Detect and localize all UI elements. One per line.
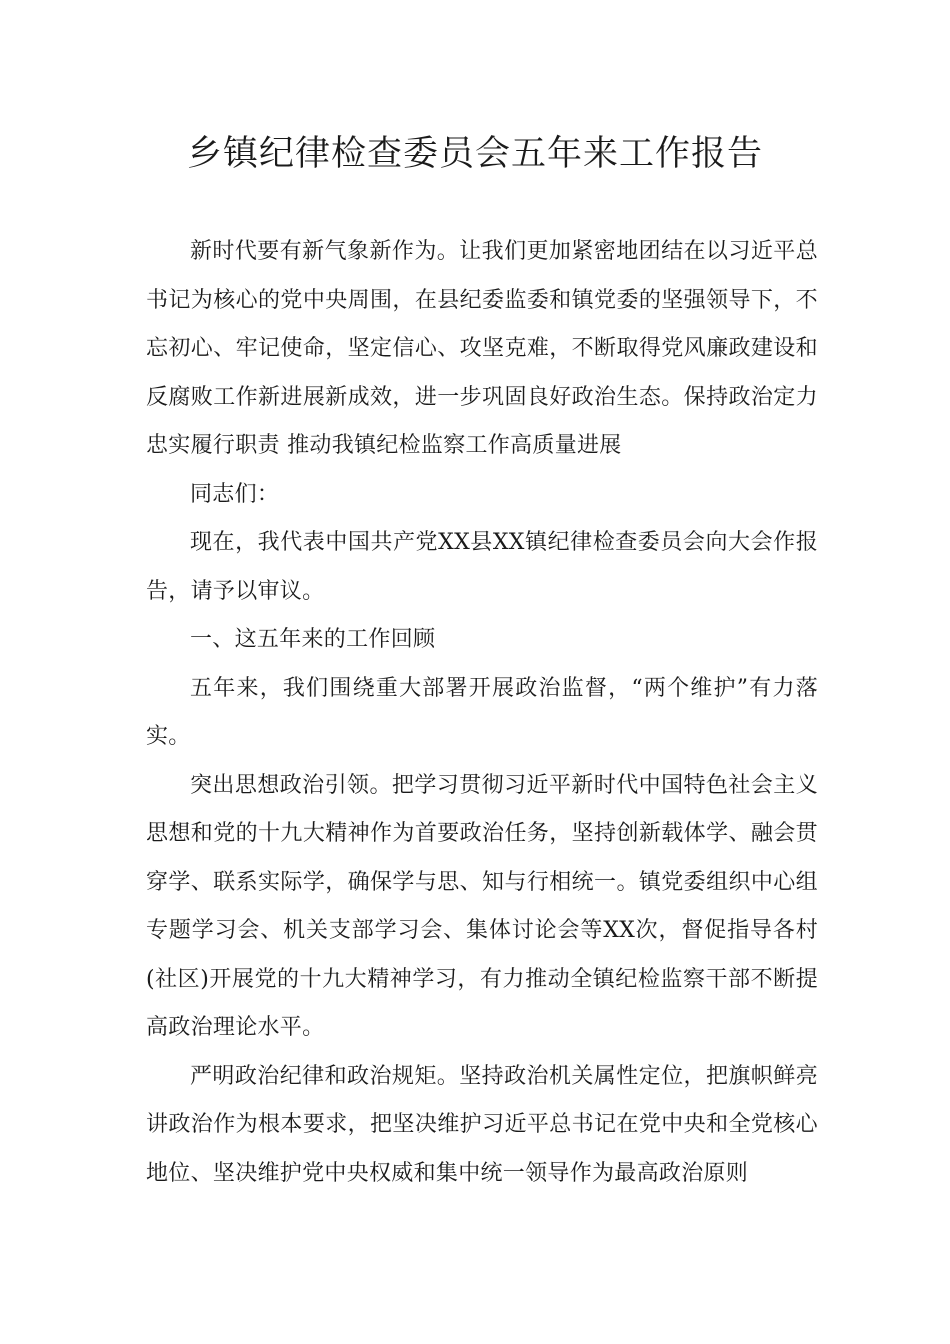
document-title: 乡镇纪律检查委员会五年来工作报告 <box>186 134 763 174</box>
paragraph-political-supervision: 五年来，我们围绕重大部署开展政治监督，“两个维护”有力落实。 <box>146 675 818 749</box>
document-body <box>146 228 818 1198</box>
paragraph-intro: 新时代要有新气象新作为。让我们更加紧密地团结在以习近平总书记为核心的党中央周围，在县纪委监委和镇党委的坚强领导下，不忘初心、牢记使命，坚定信心、攻坚克难，不断取得党风廉政建设和反腐败工作新进展新成效，进一步巩固良好政治生态。保持政治定力忠实履行职责 推动我镇纪检监察工作高质量进展 <box>146 239 818 458</box>
paragraph-ideological-guidance: 突出思想政治引领。把学习贯彻习近平新时代中国特色社会主义思想和党的十九大精神作为首要政治任务，坚持创新载体学、融会贯穿学、联系实际学，确保学与思、知与行相统一。镇党委组织中心组专题学习会、机关支部学习会、集体讨论会等XX次，督促指导各村(社区)开展党的十九大精神学习，有力推动全镇纪检监察干部不断提高政治理论水平。 <box>146 772 818 1040</box>
paragraph-report-statement: 现在，我代表中国共产党XX县XX镇纪律检查委员会向大会作报告，请予以审议。 <box>146 530 818 604</box>
section-heading-review: 一、这五年来的工作回顾 <box>190 627 436 652</box>
paragraph-political-discipline: 严明政治纪律和政治规矩。坚持政治机关属性定位，把旗帜鲜亮讲政治作为根本要求，把坚决维护习近平总书记在党中央和全党核心地位、坚决维护党中央权威和集中统一领导作为最高政治原则 <box>146 1063 818 1186</box>
paragraph-salutation: 同志们： <box>190 481 280 507</box>
